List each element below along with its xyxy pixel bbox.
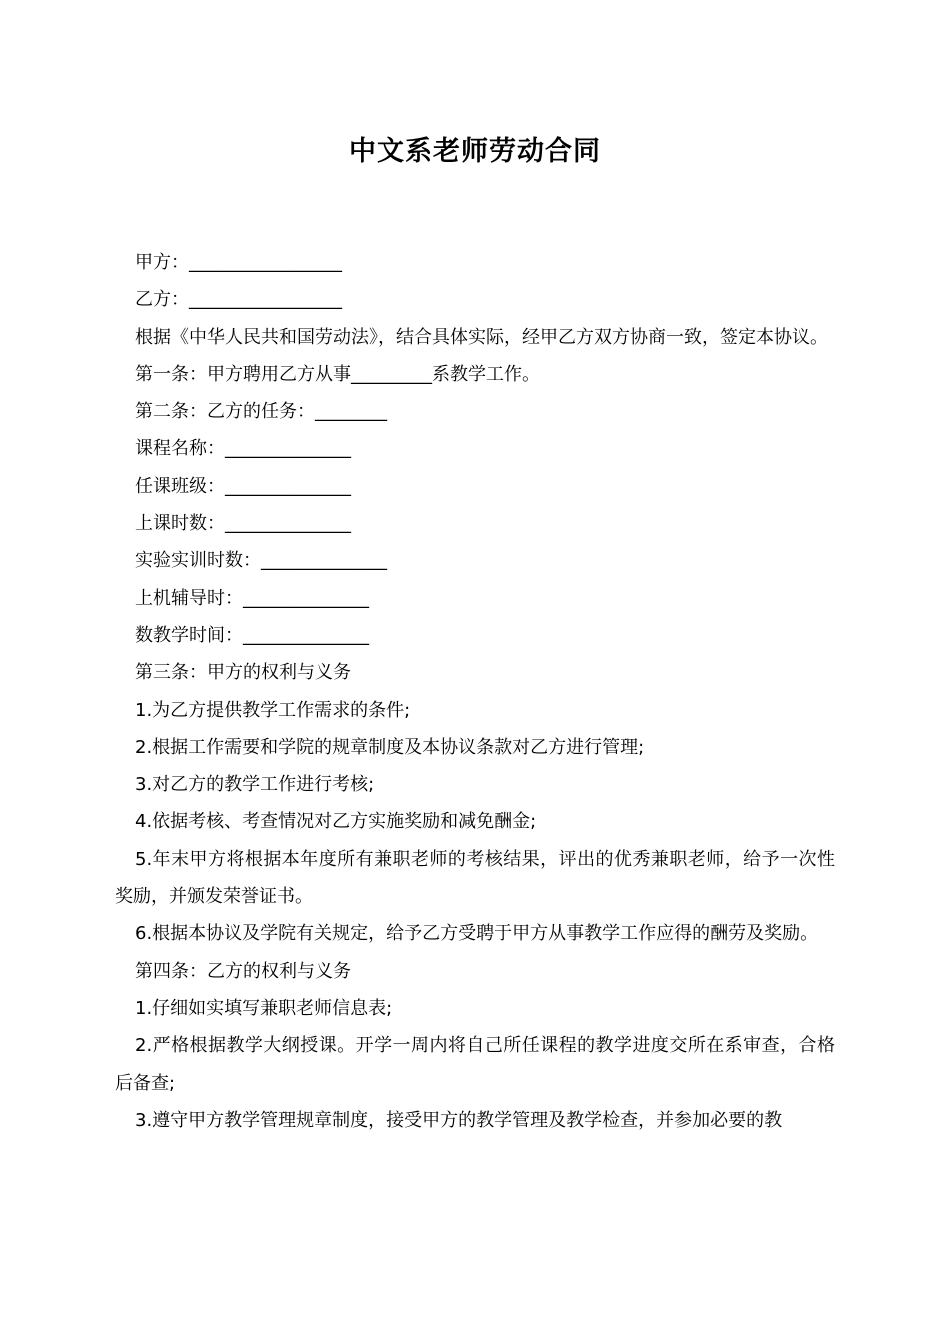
article-4-heading: 第四条：乙方的权利与义务	[135, 960, 351, 982]
article-4-item-3: 3.遵守甲方教学管理规章制度，接受甲方的教学管理及教学检查，并参加必要的教	[135, 1109, 783, 1131]
teaching-time-line: 数教学时间：______________	[135, 624, 369, 646]
document-body	[115, 244, 835, 1139]
article-3-item-6: 6.根据本协议及学院有关规定，给予乙方受聘于甲方从事教学工作应得的酬劳及奖励。	[135, 923, 819, 945]
article-3-item-2: 2.根据工作需要和学院的规章制度及本协议条款对乙方进行管理;	[135, 736, 645, 758]
computer-tutoring-line: 上机辅导时：______________	[135, 587, 369, 609]
class-hours-line: 上课时数：______________	[135, 513, 351, 535]
article-2: 第二条：乙方的任务：________	[135, 401, 387, 423]
article-3-item-1: 1.为乙方提供教学工作需求的条件;	[135, 699, 411, 721]
party-a-line: 甲方：_________________	[135, 252, 342, 273]
article-3-item-4: 4.依据考核、考查情况对乙方实施奖励和减免酬金;	[135, 811, 537, 833]
class-line: 任课班级：______________	[135, 475, 351, 497]
article-3-item-5: 5.年末甲方将根据本年度所有兼职老师的考核结果，评出的优秀兼职老师，给予一次性奖励，并颁发荣誉证书。	[115, 848, 835, 908]
course-name-line: 课程名称：______________	[135, 438, 351, 460]
article-4-item-2: 2.严格根据教学大纲授课。开学一周内将自己所任课程的教学进度交所在系审查，合格后备查;	[115, 1035, 835, 1094]
lab-hours-line: 实验实训时数：______________	[135, 550, 387, 572]
preamble-paragraph: 根据《中华人民共和国劳动法》，结合具体实际，经甲乙方双方协商一致，签定本协议。	[135, 326, 828, 348]
article-1: 第一条：甲方聘用乙方从事_________系教学工作。	[135, 363, 540, 385]
article-3-heading: 第三条：甲方的权利与义务	[135, 662, 351, 684]
party-b-line: 乙方：_________________	[135, 289, 342, 311]
article-4-item-1: 1.仔细如实填写兼职老师信息表;	[135, 997, 393, 1019]
article-3-item-3: 3.对乙方的教学工作进行考核;	[135, 774, 375, 796]
document-title: 中文系老师劳动合同	[349, 136, 601, 167]
